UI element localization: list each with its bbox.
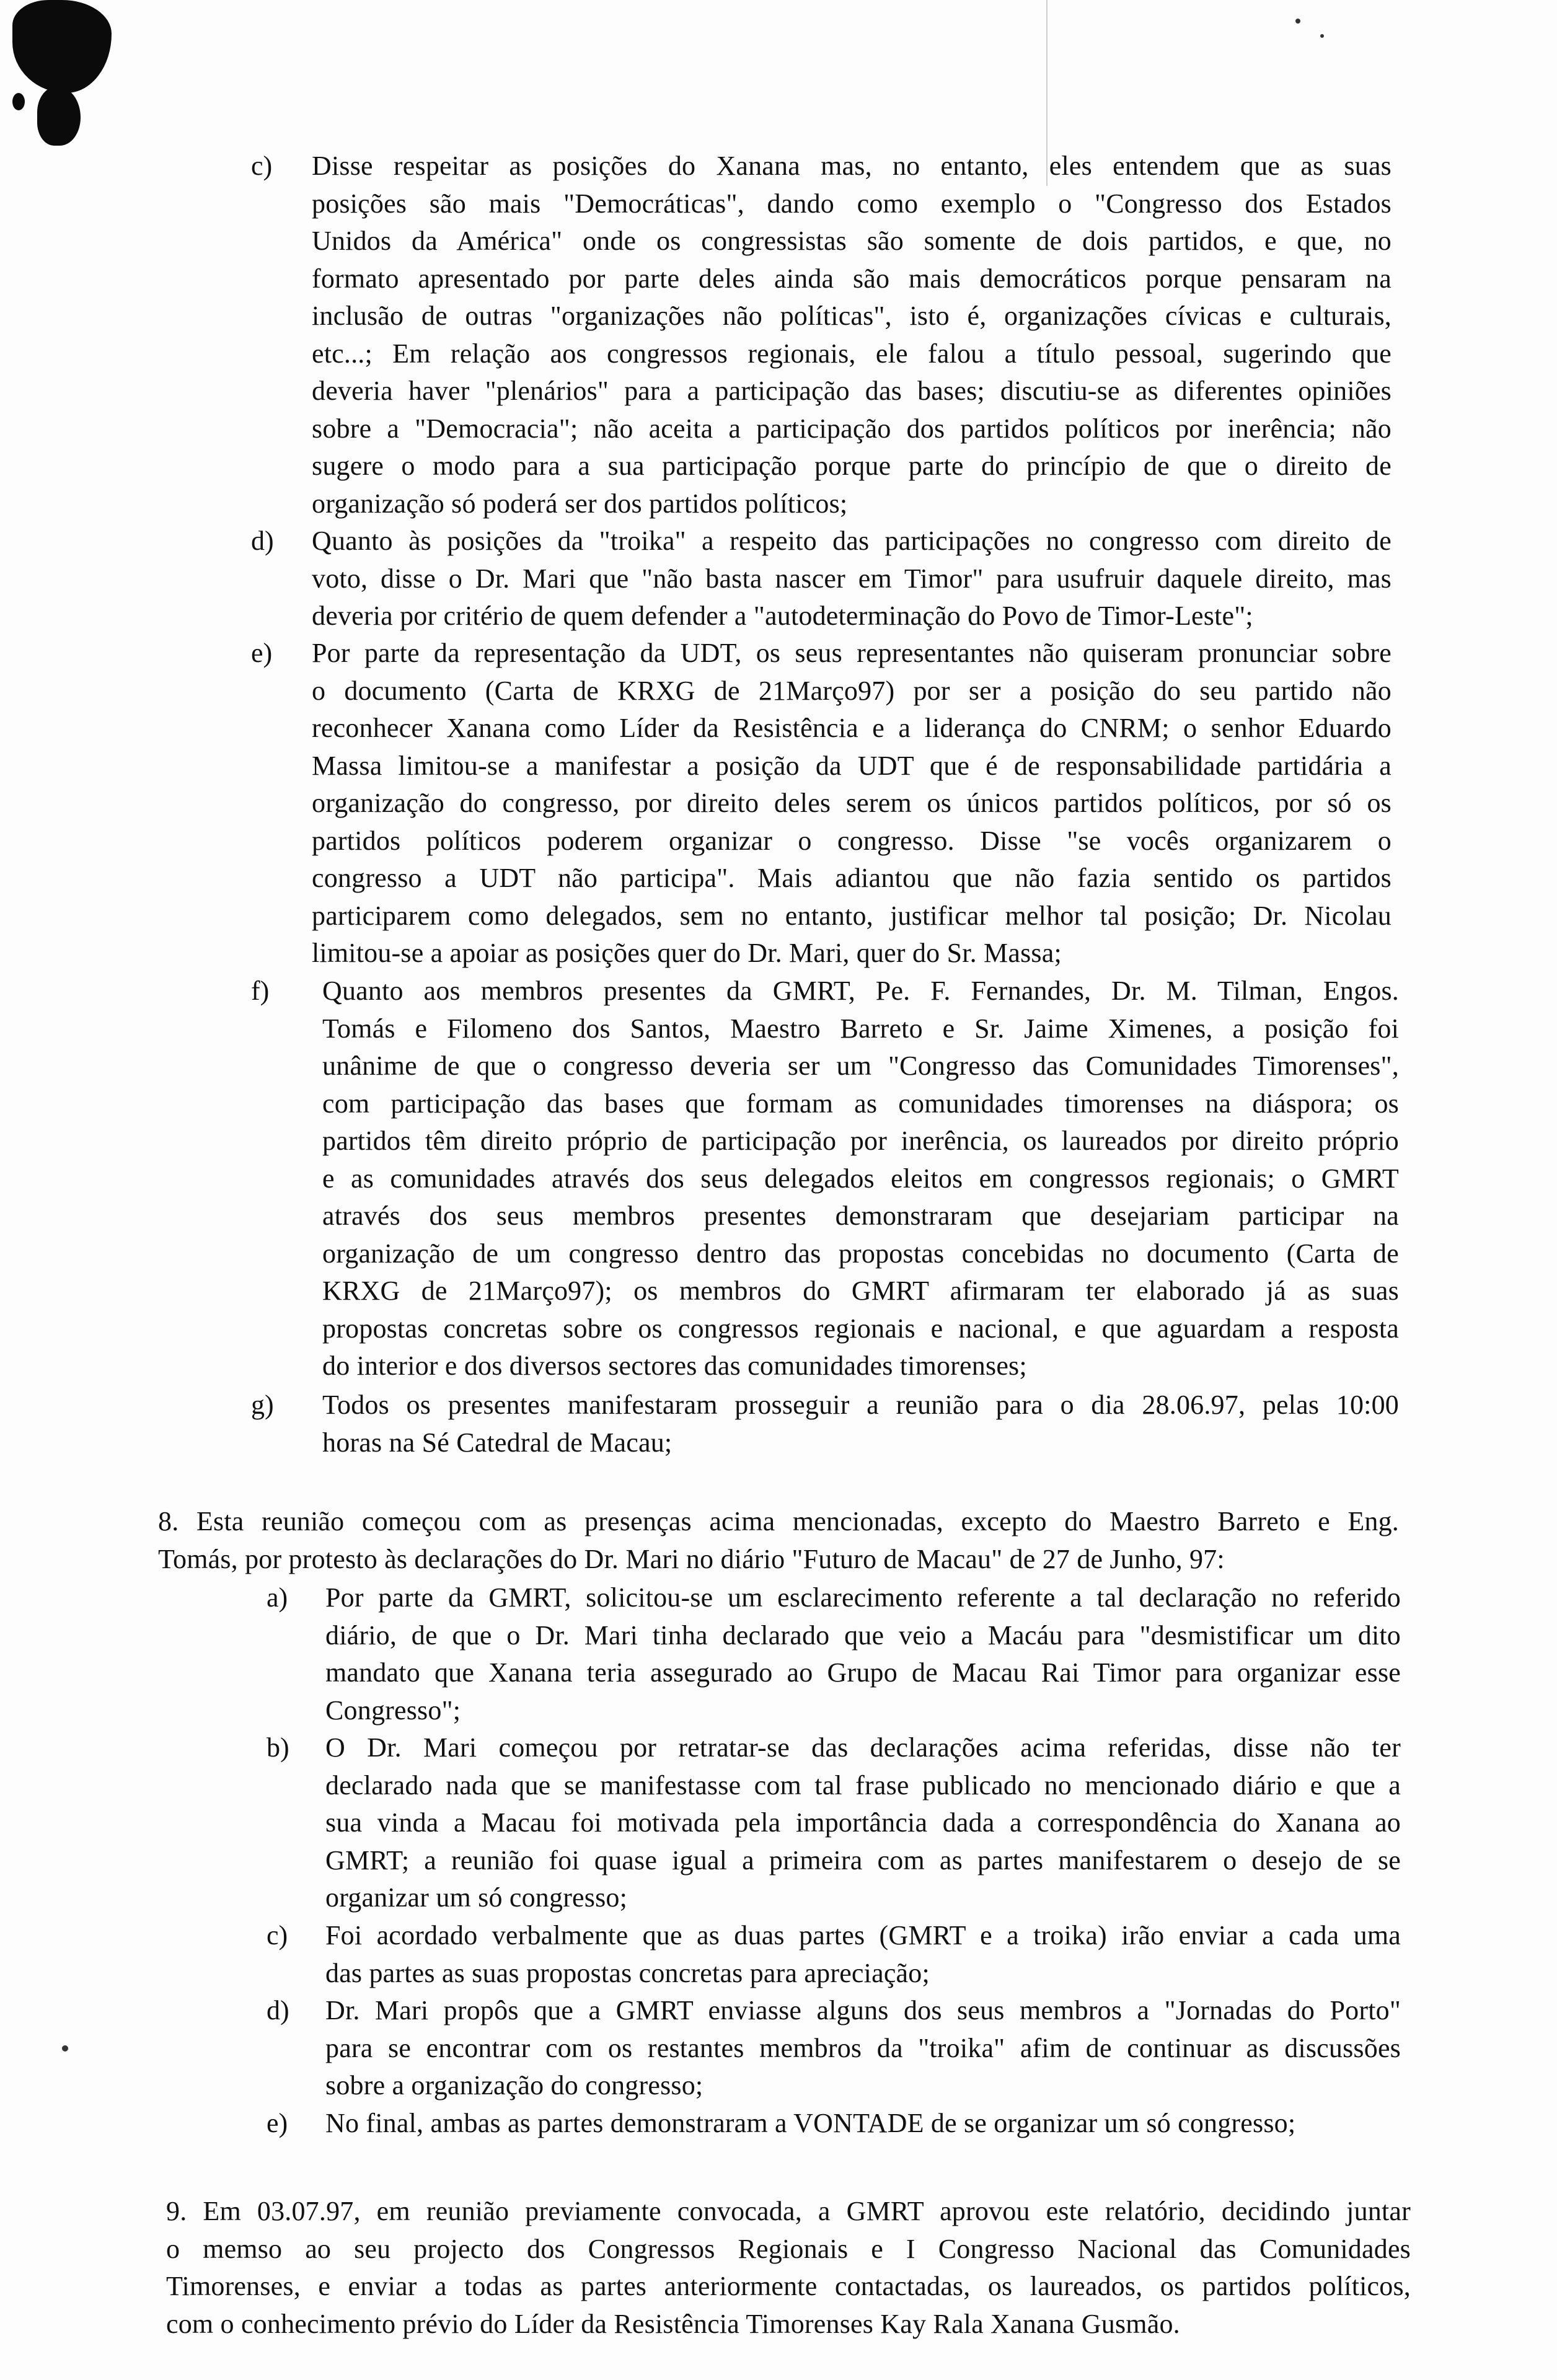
item-marker: c) — [251, 151, 273, 181]
item-marker: e) — [267, 2108, 288, 2138]
item-marker: d) — [251, 526, 274, 556]
text-line: organização só poderá ser dos partidos políticos; — [312, 488, 848, 519]
item-marker: d) — [267, 1995, 289, 2025]
text-line: o documento (Carta de KRXG de 21Março97) por ser a posição do seu partido não — [312, 675, 1392, 706]
list-item — [325, 2105, 1401, 2143]
text-line: GMRT; a reunião foi quase igual a primeira com as partes manifestarem o desejo de se — [325, 1844, 1401, 1875]
text-line: e as comunidades através dos seus delegados eleitos em congressos regionais; o GMRT — [322, 1163, 1399, 1194]
ink-blot — [12, 93, 25, 110]
text-line: 8. Esta reunião começou com as presenças acima mencionadas, excepto do Maestro Barreto e Eng. — [158, 1506, 1399, 1536]
text-line: Todos os presentes manifestaram prosseguir a reunião para o dia 28.06.97, pelas 10:00 — [322, 1390, 1399, 1420]
text-line: Tomás e Filomeno dos Santos, Maestro Barreto e Sr. Jaime Ximenes, a posição foi — [322, 1013, 1399, 1044]
text-line: Tomás, por protesto às declarações do Dr. Mari no diário "Futuro de Macau" de 27 de Junho, 97: — [158, 1543, 1225, 1574]
list-item — [325, 1992, 1401, 2105]
text-line: mandato que Xanana teria assegurado ao Grupo de Macau Rai Timor para organizar esse — [325, 1657, 1401, 1688]
text-line: congresso a UDT não participa". Mais adiantou que não fazia sentido os partidos — [312, 863, 1392, 893]
list-item — [312, 522, 1392, 635]
text-line: participarem como delegados, sem no entanto, justificar melhor tal posição; Dr. Nicolau — [312, 900, 1392, 931]
ink-blot — [12, 0, 112, 93]
text-line: sobre a organização do congresso; — [325, 2070, 704, 2100]
text-line: voto, disse o Dr. Mari que "não basta nascer em Timor" para usufruir daquele direito, mas — [312, 563, 1392, 594]
text-line: Por parte da representação da UDT, os seus representantes não quiseram pronunciar sobre — [312, 638, 1392, 668]
text-line: diário, de que o Dr. Mari tinha declarado que veio a Macáu para "desmistificar um dito — [325, 1620, 1401, 1651]
text-line: partidos têm direito próprio de participação por inerência, os laureados por direito próprio — [322, 1126, 1399, 1156]
section-9 — [166, 2193, 1411, 2343]
list-item — [312, 635, 1392, 972]
ink-blot — [37, 87, 81, 146]
text-line: No final, ambas as partes demonstraram a VONTADE de se organizar um só congresso; — [325, 2108, 1296, 2138]
text-line: sua vinda a Macau foi motivada pela importância dada a correspondência do Xanana ao — [325, 1807, 1401, 1838]
text-line: KRXG de 21Março97); os membros do GMRT afirmaram ter elaborado já as suas — [322, 1276, 1399, 1306]
text-line: do interior e dos diversos sectores das comunidades timorenses; — [322, 1351, 1027, 1381]
text-line: horas na Sé Catedral de Macau; — [322, 1427, 673, 1458]
text-line: declarado nada que se manifestasse com tal frase publicado no mencionado diário e que a — [325, 1770, 1401, 1800]
text-line: das partes as suas propostas concretas para apreciação; — [325, 1957, 930, 1988]
text-line: para se encontrar com os restantes membros da "troika" afim de continuar as discussões — [325, 2032, 1401, 2063]
text-line: partidos políticos poderem organizar o congresso. Disse "se vocês organizarem o — [312, 825, 1392, 856]
text-line: O Dr. Mari começou por retratar-se das declarações acima referidas, disse não ter — [325, 1732, 1401, 1763]
text-line: formato apresentado por parte deles ainda são mais democráticos porque pensaram na — [312, 263, 1392, 294]
item-marker: g) — [251, 1390, 274, 1420]
scan-speck — [1320, 34, 1324, 38]
text-line: organização do congresso, por direito deles serem os únicos partidos políticos, por só os — [312, 788, 1392, 818]
text-line: propostas concretas sobre os congressos regionais e nacional, e que aguardam a resposta — [322, 1313, 1399, 1344]
text-line: inclusão de outras "organizações não políticas", isto é, organizações cívicas e culturais, — [312, 301, 1392, 331]
text-line: Quanto às posições da "troika" a respeito das participações no congresso com direito de — [312, 526, 1392, 556]
list-item — [312, 148, 1392, 522]
text-line: organização de um congresso dentro das propostas concebidas no documento (Carta de — [322, 1238, 1399, 1269]
list-item — [322, 972, 1399, 1385]
text-line: deveria por critério de quem defender a "autodeterminação do Povo de Timor-Leste"; — [312, 601, 1253, 631]
text-line: Unidos da América" onde os congressistas são somente de dois partidos, e que, no — [312, 226, 1392, 256]
text-line: através dos seus membros presentes demonstraram que desejariam participar na — [322, 1201, 1399, 1231]
text-line: Congresso"; — [325, 1695, 461, 1726]
item-marker: b) — [267, 1732, 289, 1763]
text-line: posições são mais "Democráticas", dando como exemplo o "Congresso dos Estados — [312, 188, 1392, 219]
item-marker: c) — [267, 1920, 288, 1950]
text-line: etc...; Em relação aos congressos regionais, ele falou a título pessoal, sugerindo que — [312, 338, 1392, 369]
text-line: Massa limitou-se a manifestar a posição da UDT que é de responsabilidade partidária a — [312, 750, 1392, 781]
text-line: Disse respeitar as posições do Xanana mas, no entanto, eles entendem que as suas — [312, 151, 1392, 181]
text-line: sugere o modo para a sua participação porque parte do princípio de que o direito de — [312, 451, 1392, 481]
text-line: com participação das bases que formam as comunidades timorenses na diáspora; os — [322, 1088, 1399, 1119]
list-item — [325, 1729, 1401, 1917]
text-line: reconhecer Xanana como Líder da Resistência e a liderança do CNRM; o senhor Eduardo — [312, 713, 1392, 743]
item-marker: f) — [251, 976, 270, 1006]
text-line: 9. Em 03.07.97, em reunião previamente convocada, a GMRT aprovou este relatório, decidindo juntar — [166, 2196, 1411, 2226]
section-8-intro — [158, 1503, 1399, 1578]
list-item — [325, 1917, 1401, 1992]
text-line: limitou-se a apoiar as posições quer do Dr. Mari, quer do Sr. Massa; — [312, 938, 1062, 968]
item-marker: a) — [267, 1582, 288, 1613]
text-line: organizar um só congresso; — [325, 1882, 628, 1913]
text-line: sobre a "Democracia"; não aceita a participação dos partidos políticos por inerência; não — [312, 413, 1392, 444]
text-line: Por parte da GMRT, solicitou-se um esclarecimento referente a tal declaração no referido — [325, 1582, 1401, 1613]
text-line: com o conhecimento prévio do Líder da Resistência Timorenses Kay Rala Xanana Gusmão. — [166, 2308, 1180, 2339]
text-line: o memso ao seu projecto dos Congressos Regionais e I Congresso Nacional das Comunidades — [166, 2233, 1411, 2264]
text-line: Dr. Mari propôs que a GMRT enviasse alguns dos seus membros a "Jornadas do Porto" — [325, 1995, 1401, 2025]
text-line: deveria haver "plenários" para a participação das bases; discutiu-se as diferentes opiniões — [312, 376, 1392, 406]
item-marker: e) — [251, 638, 273, 668]
text-line: Timorenses, e enviar a todas as partes anteriormente contactadas, os laureados, os partidos políticos, — [166, 2271, 1411, 2301]
text-line: Foi acordado verbalmente que as duas partes (GMRT e a troika) irão enviar a cada uma — [325, 1920, 1401, 1950]
scan-speck — [62, 2045, 68, 2052]
list-item — [322, 1386, 1399, 1461]
text-line: unânime de que o congresso deveria ser um "Congresso das Comunidades Timorenses", — [322, 1051, 1399, 1081]
scan-speck — [1295, 19, 1300, 24]
text-line: Quanto aos membros presentes da GMRT, Pe. F. Fernandes, Dr. M. Tilman, Engos. — [322, 976, 1399, 1006]
list-item — [325, 1579, 1401, 1729]
